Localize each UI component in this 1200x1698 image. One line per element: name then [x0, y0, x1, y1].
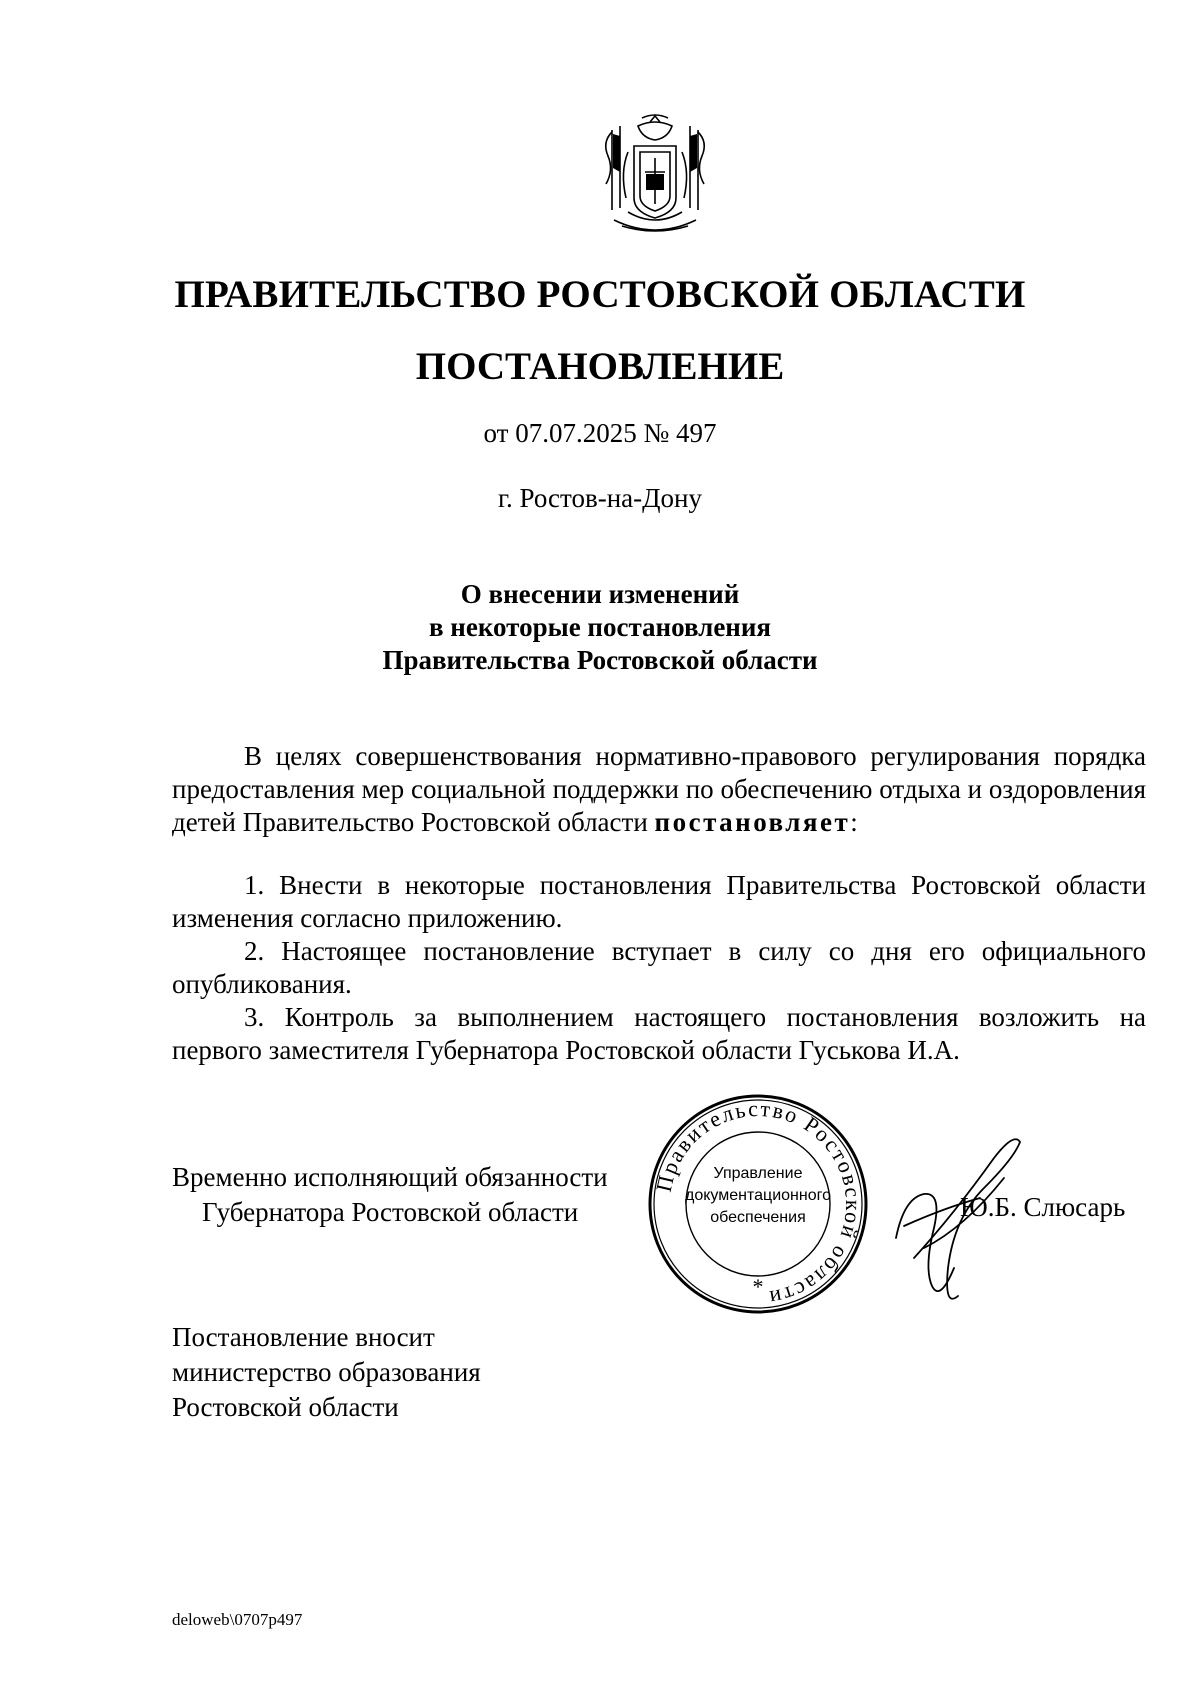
subject-line: в некоторые постановления — [428, 612, 772, 642]
preamble-text: В целях совершенствования нормативно-правового регулирования порядка предоставления мер социальной поддержки по обеспечению отдыха и оздоровления детей Правительство Ростовской области — [172, 741, 1146, 837]
submitted-by — [172, 1320, 481, 1425]
submitted-by-line: министерство образования — [172, 1357, 481, 1387]
subject-line: О внесении изменений — [460, 579, 740, 609]
seal-ring-text: Правительство Ростовской области — [650, 1095, 867, 1312]
document-type: ПОСТАНОВЛЕНИЕ — [415, 345, 785, 388]
document-city: г. Ростов-на-Дону — [497, 483, 702, 513]
seal-star: * — [752, 1274, 764, 1299]
seal-inner-line: документационного — [685, 1187, 831, 1204]
preamble-end: : — [850, 807, 858, 837]
preamble — [172, 740, 1146, 839]
seal-inner-text — [646, 1163, 870, 1229]
signer-name: Ю.Б. Слюсарь — [960, 1192, 1126, 1222]
seal-inner-line: обеспечения — [710, 1209, 806, 1226]
resolution-points — [172, 869, 1146, 1067]
signatory-position — [172, 1160, 608, 1230]
preamble-paragraph — [172, 740, 1146, 839]
rostov-oblast-coat-of-arms-icon — [598, 112, 712, 242]
submitted-by-line: Постановление вносит — [172, 1322, 435, 1352]
resolution-point: 2. Настоящее постановление вступает в силу со дня его официального опубликования. — [172, 936, 1146, 999]
organization-title: ПРАВИТЕЛЬСТВО РОСТОВСКОЙ ОБЛАСТИ — [174, 273, 1026, 316]
resolves-word: постановляет — [654, 807, 851, 837]
resolution-point: 1. Внести в некоторые постановления Правительства Ростовской области изменения согласно приложению. — [172, 870, 1146, 933]
subject-line: Правительства Ростовской области — [382, 645, 818, 675]
signatory-position-line: Временно исполняющий обязанности — [172, 1162, 608, 1192]
resolution-point: 3. Контроль за выполнением настоящего постановления возложить на первого заместителя Губернатора Ростовской области Гуськова И.А. — [172, 1002, 1146, 1065]
submitted-by-line: Ростовской области — [172, 1392, 399, 1422]
document-subject — [0, 578, 1200, 677]
seal-inner-line: Управление — [713, 1165, 803, 1182]
file-reference: deloweb\0707p497 — [172, 1610, 303, 1629]
document-date-number: от 07.07.2025 № 497 — [483, 418, 717, 448]
signatory-position-line: Губернатора Ростовской области — [202, 1197, 579, 1227]
